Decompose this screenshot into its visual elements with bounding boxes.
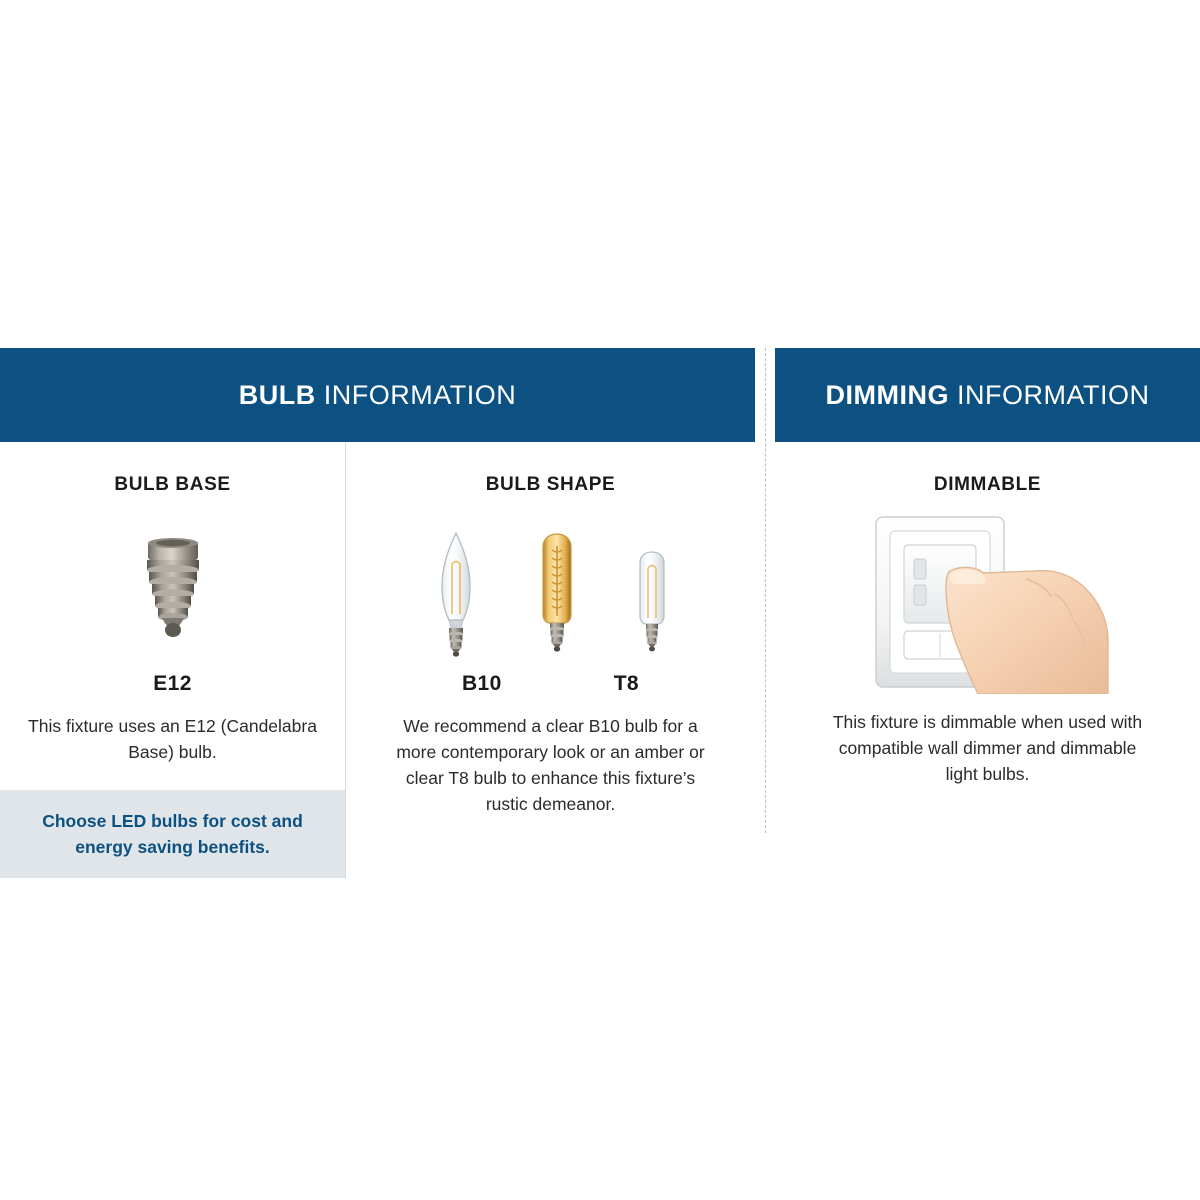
- bulb-base-label: E12: [153, 672, 192, 695]
- bulb-shape-title: BULB SHAPE: [485, 474, 616, 495]
- bulb-base-title: BULB BASE: [114, 474, 231, 495]
- dimming-information-title-bold: DIMMING: [825, 379, 949, 410]
- bulb-information-title-bold: BULB: [238, 379, 316, 410]
- t8-clear-bulb-icon: [627, 548, 677, 658]
- bulb-shape-label-t8: T8: [613, 672, 640, 695]
- bulb-information-header: [0, 348, 755, 442]
- led-tip-callout: Choose LED bulbs for cost and energy saving benefits.: [0, 790, 345, 879]
- dimming-information-title: [826, 380, 1150, 411]
- bulb-shape-label-b10: B10: [461, 672, 502, 695]
- bulb-base-label-row: [0, 672, 345, 696]
- bulb-base-column: [0, 442, 345, 878]
- bulb-information-title-rest: INFORMATION: [315, 379, 517, 410]
- bulb-base-description: This fixture uses an E12 (Candelabra Base) bulb.: [28, 716, 317, 762]
- e12-socket-base-icon: [136, 538, 210, 658]
- dimmer-switch-artwork: [775, 506, 1200, 696]
- bulb-shape-artwork: [346, 508, 755, 658]
- dimming-information-panel: [775, 348, 1200, 788]
- dimming-information-header: [775, 348, 1200, 442]
- dimming-information-title-rest: INFORMATION: [949, 379, 1150, 410]
- dimming-body: [775, 474, 1200, 788]
- b10-bulb-icon: [425, 530, 487, 658]
- dimmable-title: DIMMABLE: [933, 474, 1042, 495]
- wall-dimmer-switch-icon: [858, 509, 1118, 694]
- dimmable-description: This fixture is dimmable when used with compatible wall dimmer and dimmable light bulbs.: [832, 712, 1143, 784]
- bulb-shape-label-row: [346, 672, 755, 696]
- bulb-shape-column: [345, 442, 755, 878]
- bulb-information-panel: [0, 348, 755, 878]
- t8-amber-bulb-icon: [531, 530, 583, 658]
- panel-divider: [765, 348, 766, 833]
- bulb-base-artwork: [0, 508, 345, 658]
- bulb-shape-description: We recommend a clear B10 bulb for a more contemporary look or an amber or clear T8 bulb to enhance this fixture’s rustic demeanor.: [396, 716, 705, 814]
- bulb-information-title: [239, 380, 516, 411]
- bulb-columns: [0, 442, 755, 878]
